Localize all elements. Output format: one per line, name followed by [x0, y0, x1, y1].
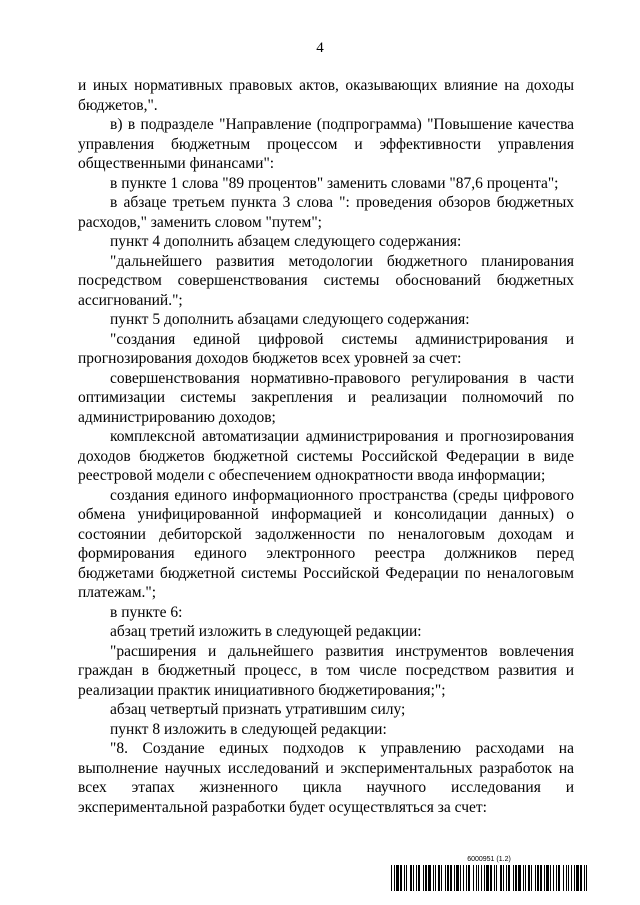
paragraph: создания единого информационного пространства (среды цифрового обмена унифицированной информацией и консолидации данных) о состоянии дебиторской задолженности по неналоговым доходам и формирования единого электронного реестра должников перед бюджетами бюджетной системы Российской Федерации по неналоговым платежам."; — [78, 486, 574, 601]
paragraph: и иных нормативных правовых актов, оказывающих влияние на доходы бюджетов,". — [78, 77, 574, 114]
paragraph: в пункте 6: — [110, 603, 183, 621]
paragraph: "8. Создание единых подходов к управлению расходами на выполнение научных исследований и экспериментальных разработок на всех этапах жизненного цикла научного исследования и экспериментальной разработки будет осуществляться за счет: — [78, 740, 574, 816]
paragraph: абзац четвертый признать утратившим силу; — [110, 701, 406, 718]
paragraph: пункт 8 изложить в следующей редакции: — [110, 720, 387, 738]
barcode-block — [390, 856, 588, 891]
paragraph: пункт 5 дополнить абзацами следующего содержания: — [110, 311, 470, 328]
paragraph: комплексной автоматизации администрирования и прогнозирования доходов бюджетов бюджетной системы Российской Федерации в виде реестровой модели с обеспечением однократности ввода информации; — [78, 428, 574, 484]
barcode-label: 6000951 (1.2) — [467, 856, 511, 863]
paragraph: в) в подразделе "Направление (подпрограмма) "Повышение качества управления бюджетным процессом и эффективности управления общественными финансами": — [78, 116, 574, 172]
paragraph: совершенствования нормативно-правового регулирования в части оптимизации системы закрепления и реализации полномочий по администрированию доходов; — [78, 369, 574, 426]
paragraph: "расширения и дальнейшего развития инструментов вовлечения граждан в бюджетный процесс, в том числе посредством развития и реализации практик инициативного бюджетирования;"; — [78, 642, 574, 699]
document-body — [78, 76, 574, 817]
paragraph: "создания единой цифровой системы администрирования и прогнозирования доходов бюджетов всех уровней за счет: — [78, 330, 574, 367]
paragraph: в абзаце третьем пункта 3 слова ": проведения обзоров бюджетных расходов," заменить словом "путем"; — [78, 194, 574, 231]
paragraph: "дальнейшего развития методологии бюджетного планирования посредством совершенствования системы обоснований бюджетных ассигнований."; — [78, 252, 574, 309]
paragraph: в пункте 1 слова "89 процентов" заменить словами "87,6 процента"; — [110, 174, 559, 192]
paragraph: пункт 4 дополнить абзацем следующего содержания: — [110, 233, 462, 250]
page-number: 4 — [316, 40, 324, 56]
barcode-icon — [390, 865, 588, 891]
paragraph: абзац третий изложить в следующей редакции: — [110, 623, 422, 640]
